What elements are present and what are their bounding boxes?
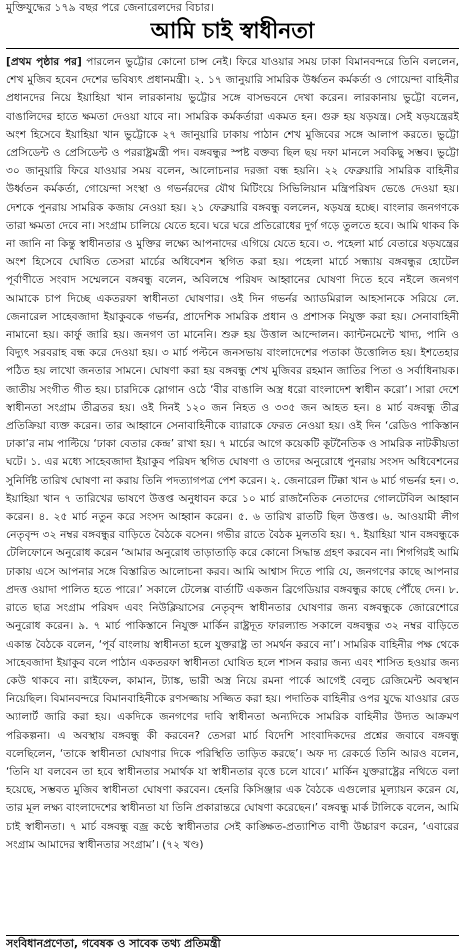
article-body-paragraph (6, 53, 459, 935)
top-strip-text: মুক্তিযুদ্ধের ১৭৯ বছর পরে জেনারেলদের বিচার। (6, 1, 214, 14)
continued-from-label: [প্রথম পৃষ্ঠার পর] (6, 56, 82, 68)
article-headline: আমি চাই স্বাধীনতা (150, 18, 315, 44)
article-body-text: পারলেন ভুট্টোর কোনো চান্স নেই। ফিরে যাওয়ার সময় ঢাকা বিমানবন্দরে তিনি বললেন, শেখ মুজিব হবেন দেশের ভবিষ্যৎ প্রধানমন্ত্রী। ২. ১৭ জানুয়ারি সামরিক উর্ধ্বতন কর্মকর্তা ও গোয়েন্দা বাহিনীর প্রধানদের নিয়ে ইয়াহিয়া খান লারকানায় ভুট্টোর সঙ্গে বাসভবনে দেখা করেন। লারকানায় ভুট্টো বলেন, বাঙালিদের হাতে ক্ষমতা দেওয়া যাবে না। সামরিক কর্মকর্তারা একমত হন। গুরু হয় ষড়যন্ত্র। সেই ষড়যন্ত্রেরই অংশ হিসেবে ইয়াহিয়া খান ভুট্টোকে ২৭ জানুয়ারি ঢাকায় পাঠান শেখ মুজিবের সঙ্গে আলাপ করতে। ভুট্টো প্রেসিডেন্ট ও প্রেসিডেন্ট ও পররাষ্ট্রমন্ত্রী পদ। বঙ্গবন্ধুর স্পষ্ট বক্তব্য ছিল ছয় দফা মানলে সবকিছু সম্ভব। ভুট্টো ৩০ জানুয়ারি ফিরে যাওয়ার সময় বলেন, আলোচনার দরজা বন্ধ হয়নি। ২২ ফেব্রুয়ারি সামরিক বাহিনীর উর্ধ্বতন কর্মকর্তা, গোয়েন্দা সংস্থা ও গভর্নরদের যৌথ মিটিংয়ে সিভিলিয়ান মন্ত্রিপরিষদ ভেঙে দেওয়া হয়। দেশকে পুনরায় সামরিক কজায় নেওয়া হয়। ২১ ফেব্রুয়ারি বঙ্গবন্ধু বললেন, ষড়যন্ত্র হচ্ছে। বাংলার জনগণকে তারা ক্ষমতা দেবে না। সংগ্রাম চালিয়ে যেতে হবে। ঘরে ঘরে প্রতিরোধের দুর্গ গড়ে তুলতে হবে। আমি থাকব কি না জানি না কিন্তু স্বাধীনতার ও মুক্তির লক্ষ্যে আপনাদের এগিয়ে যেতে হবে। ৩. পহেলা মার্চ বেতারে ষড়যন্ত্রের অংশ হিসেবে ঘোষিত তেসরা মার্চের অধিবেশন স্থগিত করা হয়। পহেলা মার্চে সন্ধ্যায় বঙ্গবন্ধুর হোটেল পূর্বাণীতে সংবাদ সম্মেলনে বঙ্গবন্ধু বলেন, অবিলম্বে পরিষদ আহ্বানের ঘোষণা দিতে হবে নইলে জনগণ আমাকে চাপ দিচ্ছে একতরফা স্বাধীনতা ঘোষণার। ওই দিন গভর্নর অ্যাডমিরাল আহসানকে সরিয়ে লে. জেনারেল সাহেবজাদা ইয়াকুবকে গভর্নর, প্রাদেশিক সামরিক প্রধান ও প্রশাসক নিযুক্ত করা হয়। সেনাবাহিনী নামানো হয়। কার্ফু জারি হয়। জনগণ তা মানেনি। শুরু হয় উত্তাল আন্দোলন। ক্যান্টনমেন্টে খাদ্য, পানি ও বিদ্যুৎ সরবরাহ বন্ধ করে দেওয়া হয়। ৩ মার্চ পল্টনে জনসভায় বাংলাদেশের পতাকা উত্তোলিত হয়। ইশতেহার পঠিত হয় লাখো জনতার সামনে। ঘোষণা করা হয় বঙ্গবন্ধু শেখ মুজিবর রহমান জাতির পিতা ও সর্বাধিনায়ক। জাতীয় সংগীত গীত হয়। চারদিকে স্লোগান ওঠে ‘বীর বাঙালি অস্ত্র ধরো বাংলাদেশ স্বাধীন করো’। সারা দেশে স্বাধীনতা সংগ্রাম তীব্রতর হয়। ওই দিনই ১২০ জন নিহত ও ৩৩৫ জন আহত হন। ৪ মার্চ বঙ্গবন্ধু তীব্র প্রতিক্রিয়া ব্যক্ত করেন। তার আহ্বানে সেনাবাহিনীকে ব্যারাকে ফেরত নেওয়া হয়। ওই দিন ‘রেডিও পাকিস্তান ঢাকা’র নাম পাল্টিয়ে ‘ঢাকা বেতার কেন্দ্র’ রাখা হয়। ৭ মার্চের আগে কয়েকটি কূটনৈতিক ও সামরিক নাটকীয়তা ঘটে। ১. এর মধ্যে সাহেবজাদা ইয়াকুব পরিষদ স্থগিত ঘোষণা ও তাদের অনুরোধে পুনরায় সংসদ অধিবেশনের সুনির্দিষ্ট তারিখ ঘোষণা না করায় তিনি পদত্যাগপত্র পেশ করেন। ২. জেনারেল টিক্কা খান ৬ মার্চ গভর্নর হন। ৩. ইয়াহিয়া খান ৭ তারিখের ভাষণে উত্তপ্ত অনুধাবন করে ১০ মার্চ রাজনৈতিক নেতাদের গোলটেবিল আহ্বান করেন। ৪. ২৫ মার্চ নতুন করে সংসদ আহ্বান করেন। ৫. ৬ তারিখ রাতটি ছিল উত্তপ্ত। ৬. আওয়ামী লীগ নেতৃবৃন্দ ৩২ নম্বর বঙ্গবন্ধুর বাড়িতে বৈঠকে বসেন। গভীর রাতে বৈঠক মুলতবি হয়। ৭. ইয়াহিয়া খান বঙ্গবন্ধুকে টেলিফোনে অনুরোধ করেন ‘আমার অনুরোধ তাড়াতাড়ি করে কোনো সিদ্ধান্ত গ্রহণ করবেন না। শিগগিরই আমি ঢাকায় এসে আপনার সঙ্গে বিস্তারিত আলোচনা করব। আমি আশ্বাস দিতে পারি যে, জনগণের কাছে আপনার প্রদত্ত ওয়াদা পালিত হতে পারে।’ সকালে টেলেক্স বার্তাটি একজন ব্রিগেডিয়ার বঙ্গবন্ধুর কাছে পৌঁছে দেন। ৮. রাতে ছাত্র সংগ্রাম পরিষদ এবং নিউক্লিয়াসের নেতৃবৃন্দ স্বাধীনতার ঘোষণার জন্য বঙ্গবন্ধুকে জোরেশোরে অনুরোধ করেন। ৯. ৭ মার্চ পাকিস্তানে নিযুক্ত মার্কিন রাষ্ট্রদূত ফারল্যান্ড সকালে বঙ্গবন্ধুর ৩২ নম্বর বাড়িতে একান্ত বৈঠকে বলেন, ‘পূর্ব বাংলায় স্বাধীনতা হলে যুক্তরাষ্ট্র তা সমর্থন করবে না’। সামরিক বাহিনীর পক্ষ থেকে সাহেবজাদা ইয়াকুব বলে পাঠান একতরফা স্বাধীনতা ঘোষিত হলে শাসন করার জন্য এবং শাসিত হওয়ার জন্য কেউ থাকবে না। রাইফেল, কামান, ট্যাঙ্ক, ভারী অস্ত্র নিয়ে রমনা পার্কে আগেই বেলুচ রেজিমেন্ট অবস্থান নিয়েছিল। বিমানবন্দরে বিমানবাহিনীকে রণসজ্জায় সজ্জিত করা হয়। পদাতিক বাহিনীর ওপর যুদ্ধে যাওয়ার রেড অ্যালার্ট জারি করা হয়। একদিকে জনগণের দাবি স্বাধীনতা অন্যদিকে সামরিক বাহিনীর উদ্যত আক্রমণ পরিকল্পনা। এ অবস্থায় বঙ্গবন্ধু কী করবেন? তেসরা মার্চ বিদেশি সাংবাদিকদের প্রশ্নের জবাবে বঙ্গবন্ধু বলেছিলেন, ‘তাকে স্বাধীনতা ঘোষণার দিকে পরিস্থিতি তাড়িত করছে’। অফ দ্য রেকর্ডে তিনি আরও বলেন, ‘তিনি যা বলবেন তা হবে স্বাধীনতার সমার্থক যা স্বাধীনতার বৃত্তে চলে যাবে।’ মার্কিন যুক্তরাষ্ট্রের নথিতে বলা হয়েছে, সম্ভবত মুজিব স্বাধীনতা ঘোষণা করবেন। হেনরি কিসিঞ্জার এক বৈঠকে এগুলোর মূল্যায়ন করেন যে, তার মূল লক্ষ্য বাংলাদেশের স্বাধীনতা যা তিনি প্রকারান্তরে ঘোষণা করেছেন।’ বঙ্গবন্ধু মার্ক টালিকে বলেন, আমি চাই স্বাধীনতা। ৭ মার্চ বঙ্গবন্ধু বজ্র কণ্ঠে স্বাধীনতার সেই কাঙ্ক্ষিত-প্রত্যাশিত বাণী উচ্চারণ করেন, ‘এবারের সংগ্রাম আমাদের স্বাধীনতার সংগ্রাম’। (৭২ খণ্ড) (6, 56, 459, 851)
author-signature: সংবিধানপ্রণেতা, গবেষক ও সাবেক তথ্য প্রতিমন্ত্রী (6, 937, 221, 950)
headline-divider (6, 48, 459, 49)
